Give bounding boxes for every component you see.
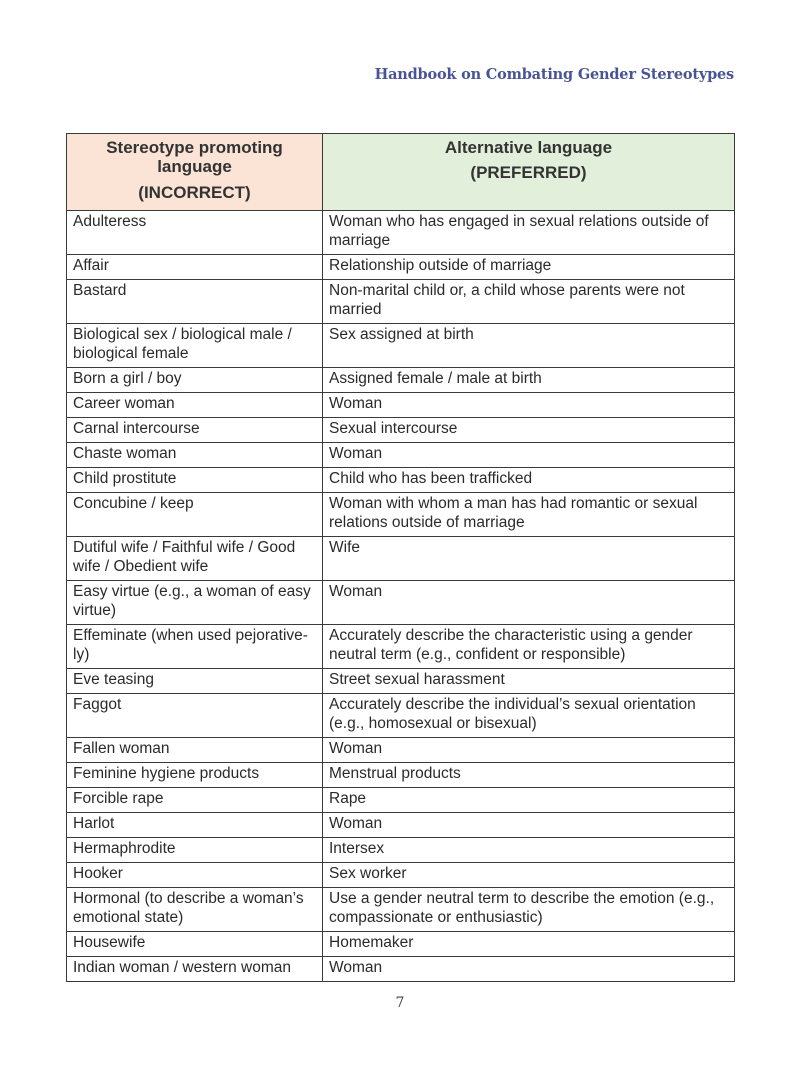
incorrect-term: Forcible rape: [67, 788, 323, 813]
preferred-term: Relationship outside of marriage: [323, 255, 735, 280]
preferred-term: Woman: [323, 443, 735, 468]
table-row: [67, 838, 735, 863]
running-header: Handbook on Combating Gender Stereotypes: [374, 66, 734, 83]
header-preferred-title: Alternative language: [444, 138, 613, 157]
preferred-term: Sex worker: [323, 863, 735, 888]
table-row: [67, 255, 735, 280]
preferred-term: Woman: [323, 393, 735, 418]
table-row: [67, 957, 735, 982]
table-row: [67, 888, 735, 932]
incorrect-term: Easy virtue (e.g., a woman of easy virtue): [67, 581, 323, 625]
table-row: [67, 738, 735, 763]
incorrect-term: Effeminate (when used pejorative-ly): [67, 625, 323, 669]
table-row: [67, 669, 735, 694]
table-row: [67, 468, 735, 493]
table-row: [67, 694, 735, 738]
table-header-row: [67, 134, 735, 211]
preferred-term: Menstrual products: [323, 763, 735, 788]
preferred-term: Woman with whom a man has had romantic or sexual relations outside of marriage: [323, 493, 735, 537]
preferred-term: Woman: [323, 957, 735, 982]
page-number: 7: [395, 995, 405, 1011]
preferred-term: Woman who has engaged in sexual relations outside of marriage: [323, 211, 735, 255]
table-row: [67, 763, 735, 788]
table-row: [67, 280, 735, 324]
preferred-term: Homemaker: [323, 932, 735, 957]
incorrect-term: Affair: [67, 255, 323, 280]
incorrect-term: Adulteress: [67, 211, 323, 255]
table-row: [67, 788, 735, 813]
table-row: [67, 418, 735, 443]
table-row: [67, 393, 735, 418]
table-row: [67, 813, 735, 838]
preferred-term: Use a gender neutral term to describe the emotion (e.g., compassionate or enthusiastic): [323, 888, 735, 932]
incorrect-term: Born a girl / boy: [67, 368, 323, 393]
preferred-term: Street sexual harassment: [323, 669, 735, 694]
preferred-term: Accurately describe the characteristic using a gender neutral term (e.g., confident or responsible): [323, 625, 735, 669]
incorrect-term: Carnal intercourse: [67, 418, 323, 443]
preferred-term: Woman: [323, 813, 735, 838]
incorrect-term: Bastard: [67, 280, 323, 324]
preferred-term: Intersex: [323, 838, 735, 863]
incorrect-term: Faggot: [67, 694, 323, 738]
incorrect-term: Dutiful wife / Faithful wife / Good wife / Obedient wife: [67, 537, 323, 581]
incorrect-term: Career woman: [67, 393, 323, 418]
incorrect-term: Child prostitute: [67, 468, 323, 493]
incorrect-term: Fallen woman: [67, 738, 323, 763]
preferred-term: Non-marital child or, a child whose parents were not married: [323, 280, 735, 324]
incorrect-term: Concubine / keep: [67, 493, 323, 537]
table-row: [67, 443, 735, 468]
table-row: [67, 368, 735, 393]
incorrect-term: Hormonal (to describe a woman’s emotional state): [67, 888, 323, 932]
header-incorrect: [67, 134, 323, 211]
table-row: [67, 537, 735, 581]
incorrect-term: Housewife: [67, 932, 323, 957]
preferred-term: Rape: [323, 788, 735, 813]
preferred-term: Assigned female / male at birth: [323, 368, 735, 393]
incorrect-term: Hermaphrodite: [67, 838, 323, 863]
preferred-term: Woman: [323, 738, 735, 763]
incorrect-term: Harlot: [67, 813, 323, 838]
incorrect-term: Eve teasing: [67, 669, 323, 694]
preferred-term: Sexual intercourse: [323, 418, 735, 443]
preferred-term: Wife: [323, 537, 735, 581]
table-row: [67, 932, 735, 957]
incorrect-term: Indian woman / western woman: [67, 957, 323, 982]
incorrect-term: Hooker: [67, 863, 323, 888]
incorrect-term: Chaste woman: [67, 443, 323, 468]
table-row: [67, 625, 735, 669]
header-incorrect-label: (INCORRECT): [138, 183, 251, 202]
header-incorrect-title: Stereotype promoting language: [106, 138, 283, 176]
incorrect-term: Feminine hygiene products: [67, 763, 323, 788]
header-preferred-label: (PREFERRED): [470, 163, 587, 182]
terminology-table: [66, 133, 735, 982]
preferred-term: Child who has been trafficked: [323, 468, 735, 493]
preferred-term: Sex assigned at birth: [323, 324, 735, 368]
preferred-term: Woman: [323, 581, 735, 625]
incorrect-term: Biological sex / biological male / biological female: [67, 324, 323, 368]
table-row: [67, 324, 735, 368]
header-preferred: [323, 134, 735, 211]
table-row: [67, 581, 735, 625]
table-row: [67, 211, 735, 255]
table-row: [67, 493, 735, 537]
preferred-term: Accurately describe the individual’s sexual orientation (e.g., homosexual or bisexual): [323, 694, 735, 738]
table-row: [67, 863, 735, 888]
